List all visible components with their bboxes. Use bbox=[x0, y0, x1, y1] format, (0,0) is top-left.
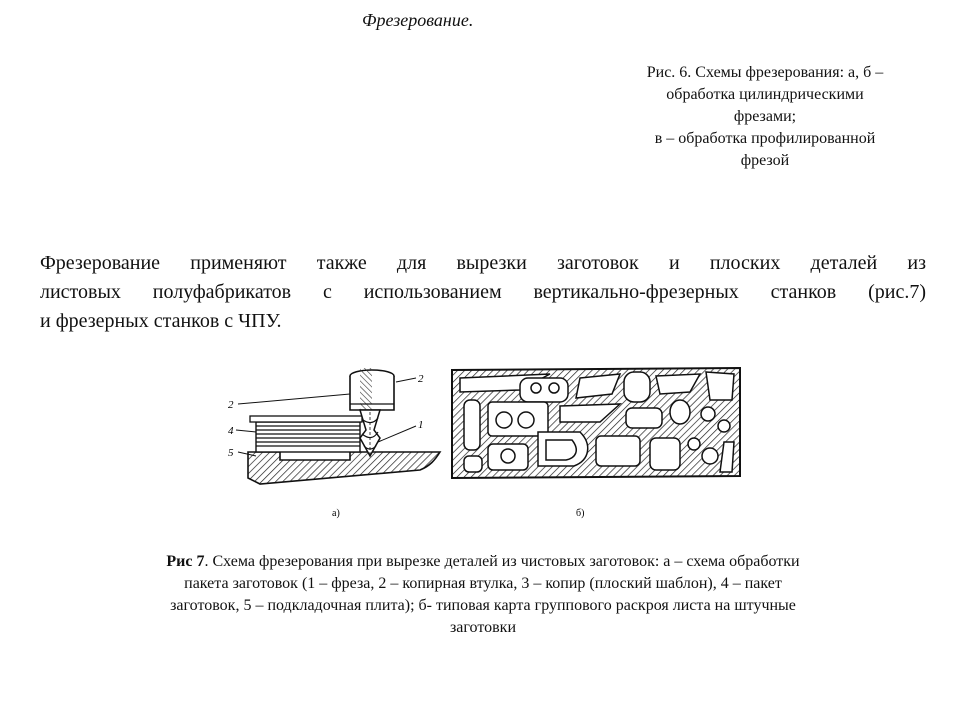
figure-6-caption bbox=[592, 62, 938, 172]
figure-7-caption-line: пакета заготовок (1 – фреза, 2 – копирная втулка, 3 – копир (плоский шаблон), 4 – пакет bbox=[184, 575, 782, 592]
label-2-right: 2 bbox=[418, 373, 424, 385]
figure-6-caption-line: фрезами; bbox=[733, 108, 797, 125]
figure-7-caption-line bbox=[40, 551, 926, 573]
label-5: 5 bbox=[228, 447, 234, 459]
scheme-b bbox=[452, 368, 740, 519]
body-line: Фрезерование применяют также для вырезки заготовок и плоских деталей из bbox=[40, 252, 926, 274]
figure-7-caption-prefix: Рис 7 bbox=[166, 553, 205, 570]
section-title: Фрезерование. bbox=[362, 10, 474, 30]
body-paragraph bbox=[40, 249, 926, 336]
figure-6-caption-line: фрезой bbox=[740, 152, 790, 169]
figure-7-caption-line: заготовок, 5 – подкладочная плита); б- типовая карта группового раскроя листа на штучные bbox=[170, 597, 796, 614]
figure-7-drawing bbox=[220, 360, 750, 530]
leader-line bbox=[238, 394, 350, 404]
label-b: б) bbox=[576, 508, 585, 519]
figure-7-caption-line: заготовки bbox=[449, 619, 517, 636]
scheme-a bbox=[228, 368, 440, 519]
copier-template bbox=[250, 416, 362, 422]
figure-7-caption bbox=[40, 551, 926, 639]
blank-package bbox=[256, 422, 360, 452]
leader-line bbox=[378, 426, 416, 442]
base-plate bbox=[248, 452, 440, 484]
figure-6-caption-line: Рис. 6. Схемы фрезерования: а, б – bbox=[646, 64, 884, 81]
label-1: 1 bbox=[418, 419, 424, 431]
figure-7-caption-text: . Схема фрезерования при вырезке деталей из чистовых заготовок: а – схема обработки bbox=[204, 553, 800, 570]
leader-line bbox=[396, 378, 416, 382]
leader-line bbox=[236, 430, 256, 432]
figure-7 bbox=[220, 360, 750, 530]
label-4: 4 bbox=[228, 425, 234, 437]
label-a: а) bbox=[332, 508, 340, 519]
figure-6-caption-line: в – обработка профилированной bbox=[654, 130, 876, 147]
body-line: и фрезерных станков с ЧПУ. bbox=[40, 310, 282, 332]
label-2-left: 2 bbox=[228, 399, 234, 411]
body-line: листовых полуфабрикатов с использованием вертикально-фрезерных станков (рис.7) bbox=[40, 281, 926, 303]
figure-6-caption-line: обработка цилиндрическими bbox=[666, 86, 864, 103]
milling-cutter bbox=[360, 410, 380, 456]
copy-sleeve bbox=[350, 368, 394, 410]
